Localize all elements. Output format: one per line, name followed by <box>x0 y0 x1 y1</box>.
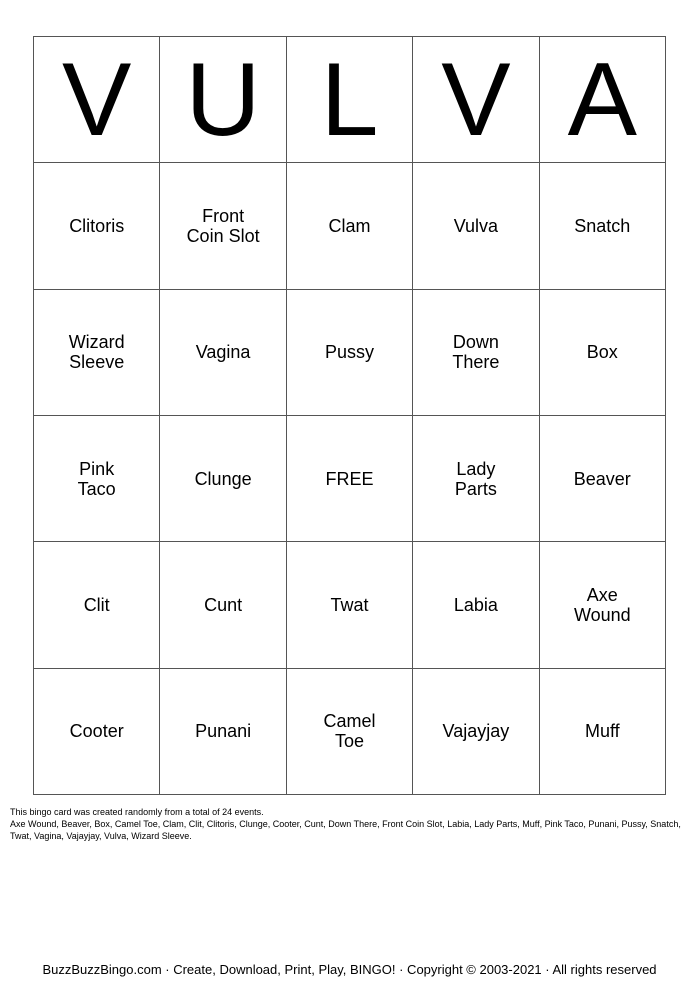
free-space-label: FREE <box>325 468 374 489</box>
bingo-cell <box>287 163 413 289</box>
header-cell <box>160 37 286 163</box>
bingo-cell <box>160 542 286 668</box>
bingo-cell <box>34 290 160 416</box>
bingo-term: Lady Parts <box>454 458 497 499</box>
bingo-cell <box>34 163 160 289</box>
bingo-cell <box>34 669 160 795</box>
bingo-cell <box>34 416 160 542</box>
bingo-cell <box>540 542 666 668</box>
bingo-term: Vagina <box>195 342 251 363</box>
bingo-cell <box>540 416 666 542</box>
bingo-cell <box>413 163 539 289</box>
bingo-term: Clitoris <box>69 215 125 236</box>
bingo-term: Cunt <box>204 594 243 615</box>
header-cell <box>34 37 160 163</box>
bingo-term: Punani <box>195 721 252 742</box>
bingo-cell <box>413 669 539 795</box>
bingo-cell <box>34 542 160 668</box>
header-letter: U <box>185 41 261 158</box>
bingo-cell <box>413 416 539 542</box>
bingo-term: Snatch <box>574 215 631 236</box>
bingo-term: Vajayjay <box>442 721 510 742</box>
bingo-cell <box>160 163 286 289</box>
bingo-term: Front Coin Slot <box>186 205 260 246</box>
page-footer: BuzzBuzzBingo.com · Create, Download, Print, Play, BINGO! · Copyright © 2003-2021 · All rights reserved <box>42 962 657 977</box>
card-note-summary: This bingo card was created randomly from a total of 24 events. <box>10 807 264 817</box>
header-cell <box>287 37 413 163</box>
bingo-cell <box>540 163 666 289</box>
card-note <box>10 806 686 842</box>
bingo-term: Box <box>586 342 618 363</box>
bingo-term: Clam <box>328 215 371 236</box>
bingo-term: Labia <box>453 594 498 615</box>
bingo-cell <box>540 669 666 795</box>
header-letter: A <box>567 41 637 158</box>
header-cell <box>540 37 666 163</box>
free-space-cell <box>287 416 413 542</box>
header-cell <box>413 37 539 163</box>
bingo-term: Beaver <box>573 468 631 489</box>
bingo-card-grid <box>33 36 666 795</box>
header-letter: L <box>320 41 379 158</box>
bingo-cell <box>413 542 539 668</box>
bingo-term: Clunge <box>194 468 252 489</box>
bingo-cell <box>160 290 286 416</box>
bingo-term: Pink Taco <box>77 458 116 499</box>
bingo-cell <box>160 416 286 542</box>
bingo-cell <box>287 669 413 795</box>
bingo-cell <box>160 669 286 795</box>
bingo-term: Axe Wound <box>573 584 631 625</box>
bingo-term: Vulva <box>453 215 499 236</box>
header-letter: V <box>441 41 511 158</box>
bingo-term: Twat <box>330 594 369 615</box>
bingo-cell <box>287 542 413 668</box>
bingo-cell <box>287 290 413 416</box>
bingo-term: Muff <box>584 721 620 742</box>
bingo-term: Wizard Sleeve <box>68 332 125 373</box>
card-note-event-list: Axe Wound, Beaver, Box, Camel Toe, Clam, Clit, Clitoris, Clunge, Cooter, Cunt, Down There, Front Coin Slot, Labia, Lady Parts, Muff, Pink Taco, Punani, Pussy, Snatch, Twat, Vagina, Vajayjay, Vulva, Wizard Sleeve. <box>10 819 681 841</box>
bingo-term: Down There <box>452 332 500 373</box>
bingo-term: Clit <box>83 594 110 615</box>
bingo-cell <box>413 290 539 416</box>
header-letter: V <box>62 41 132 158</box>
bingo-cell <box>540 290 666 416</box>
bingo-term: Pussy <box>324 342 374 363</box>
bingo-term: Camel Toe <box>323 711 376 752</box>
bingo-term: Cooter <box>69 721 124 742</box>
